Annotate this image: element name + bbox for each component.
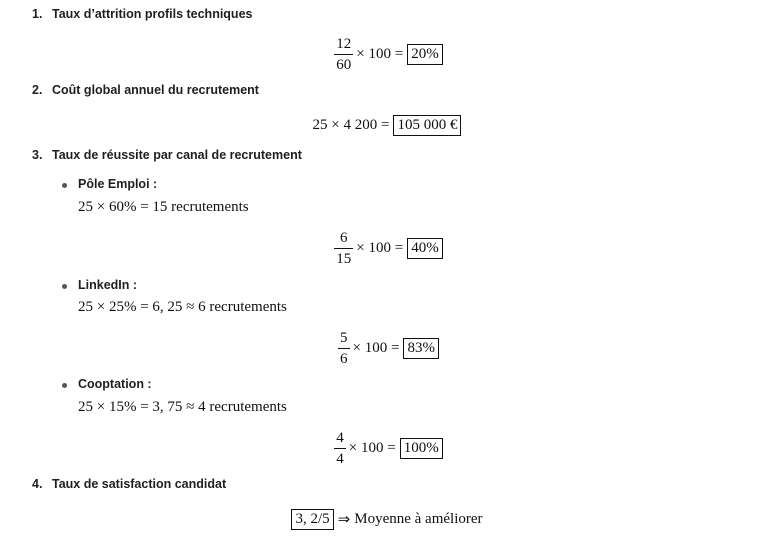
result-box: 3, 2/5 — [291, 509, 333, 530]
result-box: 20% — [407, 44, 443, 65]
multiplier: × 100 = — [356, 240, 404, 256]
section-number: 4. — [32, 477, 43, 491]
section-title: Taux d’attrition profils techniques — [52, 7, 253, 21]
bullet-icon — [62, 383, 67, 388]
section-2-heading — [32, 83, 259, 97]
channel-label: Pôle Emploi : — [78, 177, 158, 191]
section-4-heading — [32, 477, 226, 491]
section-title: Coût global annuel du recrutement — [52, 83, 259, 97]
section-number: 1. — [32, 7, 43, 21]
bullet-icon — [62, 183, 67, 188]
result-box: 40% — [407, 238, 443, 259]
section-3-heading — [32, 148, 302, 162]
multiplier: × 100 = — [352, 340, 400, 356]
fraction-denominator: 15 — [334, 248, 353, 267]
fraction-numerator: 5 — [340, 330, 348, 346]
attrition-equation — [0, 35, 774, 73]
multiplier: × 100 = — [356, 46, 404, 62]
fraction-denominator: 4 — [334, 448, 346, 467]
fraction-numerator: 6 — [340, 230, 348, 246]
channel-calculation: 25 × 15% = 3, 75 ≈ 4 recrutements — [78, 399, 287, 415]
attrition-fraction — [334, 36, 353, 73]
result-box: 100% — [400, 438, 443, 459]
fraction-numerator: 12 — [336, 36, 352, 52]
channel-label: Cooptation : — [78, 377, 152, 391]
fraction-numerator: 4 — [336, 430, 344, 446]
section-1-heading — [32, 7, 252, 21]
section-title: Taux de satisfaction candidat — [52, 477, 227, 491]
section-number: 2. — [32, 83, 43, 97]
satisfaction-conclusion: Moyenne à améliorer — [354, 511, 483, 527]
bullet-icon — [62, 284, 67, 289]
channel-calculation: 25 × 25% = 6, 25 ≈ 6 recrutements — [78, 299, 287, 315]
result-box: 83% — [403, 338, 439, 359]
channel-fraction — [334, 230, 353, 267]
cost-equation — [0, 115, 774, 136]
channel-equation — [0, 429, 774, 467]
fraction-denominator: 60 — [334, 54, 353, 73]
section-number: 3. — [32, 148, 43, 162]
channel-fraction — [334, 430, 346, 467]
multiplier: × 100 = — [348, 440, 396, 456]
satisfaction-equation — [0, 509, 774, 530]
channel-equation — [0, 229, 774, 267]
implies-arrow: ⇒ — [337, 512, 351, 528]
channel-fraction — [338, 330, 350, 367]
fraction-denominator: 6 — [338, 348, 350, 367]
result-box: 105 000 € — [393, 115, 461, 136]
channel-equation — [0, 329, 774, 367]
channel-label: LinkedIn : — [78, 278, 138, 292]
cost-expression: 25 × 4 200 = — [312, 117, 390, 133]
section-title: Taux de réussite par canal de recrutement — [52, 148, 302, 162]
channel-calculation: 25 × 60% = 15 recrutements — [78, 199, 249, 215]
